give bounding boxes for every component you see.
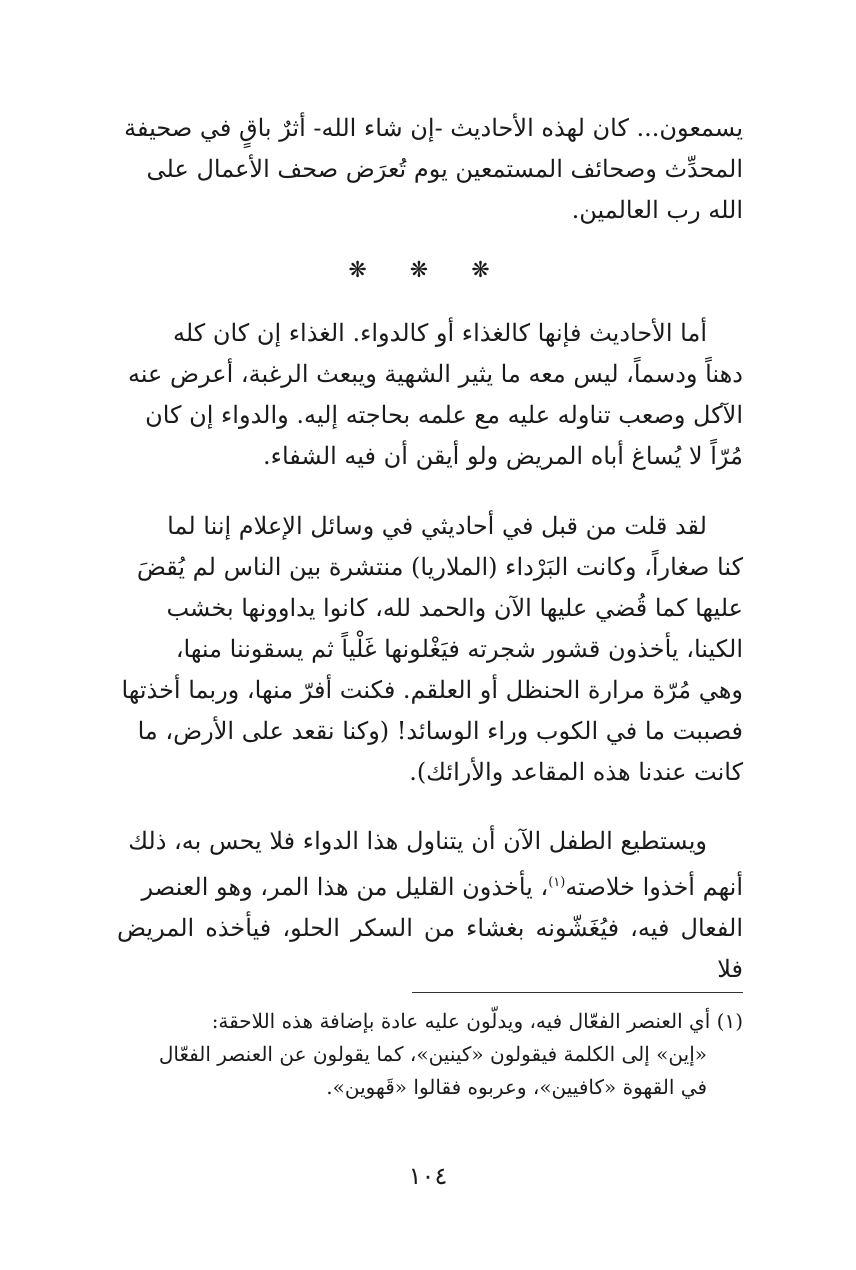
text-line: ويستطيع الطفل الآن أن يتناول هذا الدواء فلا يحس به، ذلك [128,827,707,855]
footnote-divider [412,992,743,993]
footnote-line: (١) أي العنصر الفعّال فيه، ويدلّون عليه عادة بإضافة هذه اللاحقة: [211,1009,743,1033]
text-line: دهناً ودسماً، ليس معه ما يثير الشهية ويبعث الرغبة، أعرض عنه [127,360,743,388]
text-segment: أنهم أخذوا خلاصته [565,873,743,901]
footnote-line: في القهوة «كافيين»، وعربوه فقالوا «قَهوين». [326,1075,707,1099]
text-line: أما الأحاديث فإنها كالغذاء أو كالدواء. الغذاء إن كان كله [172,319,707,347]
footnote-line: «إين» إلى الكلمة فيقولون «كينين»، كما يقولون عن العنصر الفعّال [158,1042,707,1066]
paragraph-continuation [117,108,743,231]
page-number: ١٠٤ [408,1162,448,1190]
text-line: المحدِّث وصحائف المستمعين يوم تُعرَض صحف الأعمال على [146,155,743,183]
text-line [117,862,743,908]
paragraph-food-medicine [117,313,743,477]
paragraph-child-medicine [117,821,743,990]
footnote-reference[interactable]: (١) [548,875,566,890]
text-line: وهي مُرّة مرارة الحنظل أو العلقم. فكنت أفرّ منها، وربما أخذتها [121,676,743,704]
text-line: مُرّاً لا يُساغ أباه المريض ولو أيقن أن فيه الشفاء. [263,442,743,470]
section-separator: ❋ ❋ ❋ [348,258,508,283]
footnote [117,1005,743,1104]
text-line: الفعال فيه، فيُغَشّونه بغشاء من السكر الحلو، فيأخذه المريض فلا [117,914,743,983]
text-line: كانت عندنا هذه المقاعد والأرائك). [409,758,743,786]
text-line: لقد قلت من قبل في أحاديثي في وسائل الإعلام إننا لما [167,512,707,540]
paragraph-malaria [117,506,743,793]
text-line: يسمعون... كان لهذه الأحاديث -إن شاء الله- أثرٌ باقٍ في صحيفة [124,114,743,142]
text-line: عليها كما قُضي عليها الآن والحمد لله، كانوا يداوونها بخشب [166,594,743,622]
text-line: الكينا، يأخذون قشور شجرته فيَغْلونها غَلْياً ثم يسقوننا منها، [175,635,743,663]
text-line: الله رب العالمين. [571,196,743,224]
text-line: كنا صغاراً، وكانت البَرْداء (الملاريا) منتشرة بين الناس لم يُقضَ [136,553,743,581]
text-line: فصببت ما في الكوب وراء الوسائد! (وكنا نقعد على الأرض، ما [137,717,743,745]
text-line: الآكل وصعب تناوله عليه مع علمه بحاجته إليه. والدواء إن كان [145,401,743,429]
text-segment: ، يأخذون القليل من هذا المر، وهو العنصر [141,873,549,901]
